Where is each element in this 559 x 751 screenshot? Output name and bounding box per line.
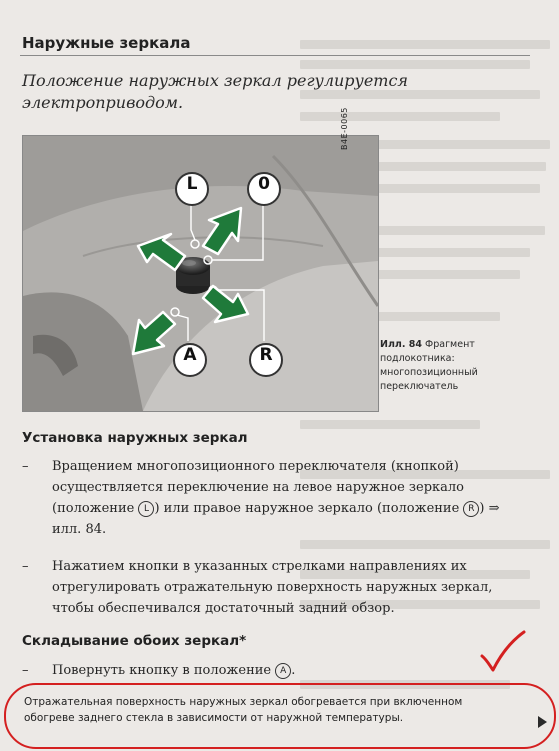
list-dash: – xyxy=(22,663,29,678)
red-ink-circle xyxy=(4,683,556,749)
label-fold-position: A xyxy=(173,343,207,377)
intro-text: Положение наружных зеркал регулируется электроприводом. xyxy=(22,71,409,112)
list-item-adjust-mirror xyxy=(22,556,512,619)
item-text: . xyxy=(291,663,296,678)
fold-heading: Складывание обоих зеркал* xyxy=(22,633,247,649)
section-title: Наружные зеркала xyxy=(22,34,191,52)
item-text: ) ⇒ илл. 84. xyxy=(52,501,500,537)
item-text: Вращением многопозиционного переключателя (кнопкой) осуществляется переключение на левое наружное зеркало (положение xyxy=(52,459,465,516)
item-text: ) или правое наружное зеркало (положение xyxy=(154,501,464,516)
switch-illustration xyxy=(22,135,379,412)
position-r-symbol: R xyxy=(463,501,479,517)
position-a-symbol: A xyxy=(275,663,291,679)
list-dash: – xyxy=(22,459,29,474)
position-l-symbol: L xyxy=(138,501,154,517)
adjust-heading: Установка наружных зеркал xyxy=(22,430,248,446)
figure-code: B4E-0065 xyxy=(340,107,349,150)
item-text: Повернуть кнопку в положение xyxy=(52,663,276,678)
label-zero-position: 0 xyxy=(247,172,281,206)
checkmark-icon xyxy=(478,628,528,678)
caption-text: Фрагмент подлокотника: многопозиционный переключатель xyxy=(380,339,478,392)
heating-note: Отражательная поверхность наружных зеркал обогревается при включенном обогреве заднего стекла в зависимости от наружной температуры. xyxy=(24,696,463,724)
label-left-position: L xyxy=(175,172,209,206)
list-item-fold xyxy=(22,660,512,681)
list-item-select-mirror xyxy=(22,456,512,540)
caption-number: Илл. 84 xyxy=(380,339,423,350)
title-divider xyxy=(20,55,530,56)
next-page-arrow-icon[interactable] xyxy=(538,716,547,728)
figure-caption xyxy=(380,338,490,394)
item-text: Нажатием кнопки в указанных стрелками направлениях их отрегулировать отражательную поверхность наружных зеркал, чтобы обеспечивался достаточный задний обзор. xyxy=(52,559,493,616)
label-right-position: R xyxy=(249,343,283,377)
list-dash: – xyxy=(22,559,29,574)
